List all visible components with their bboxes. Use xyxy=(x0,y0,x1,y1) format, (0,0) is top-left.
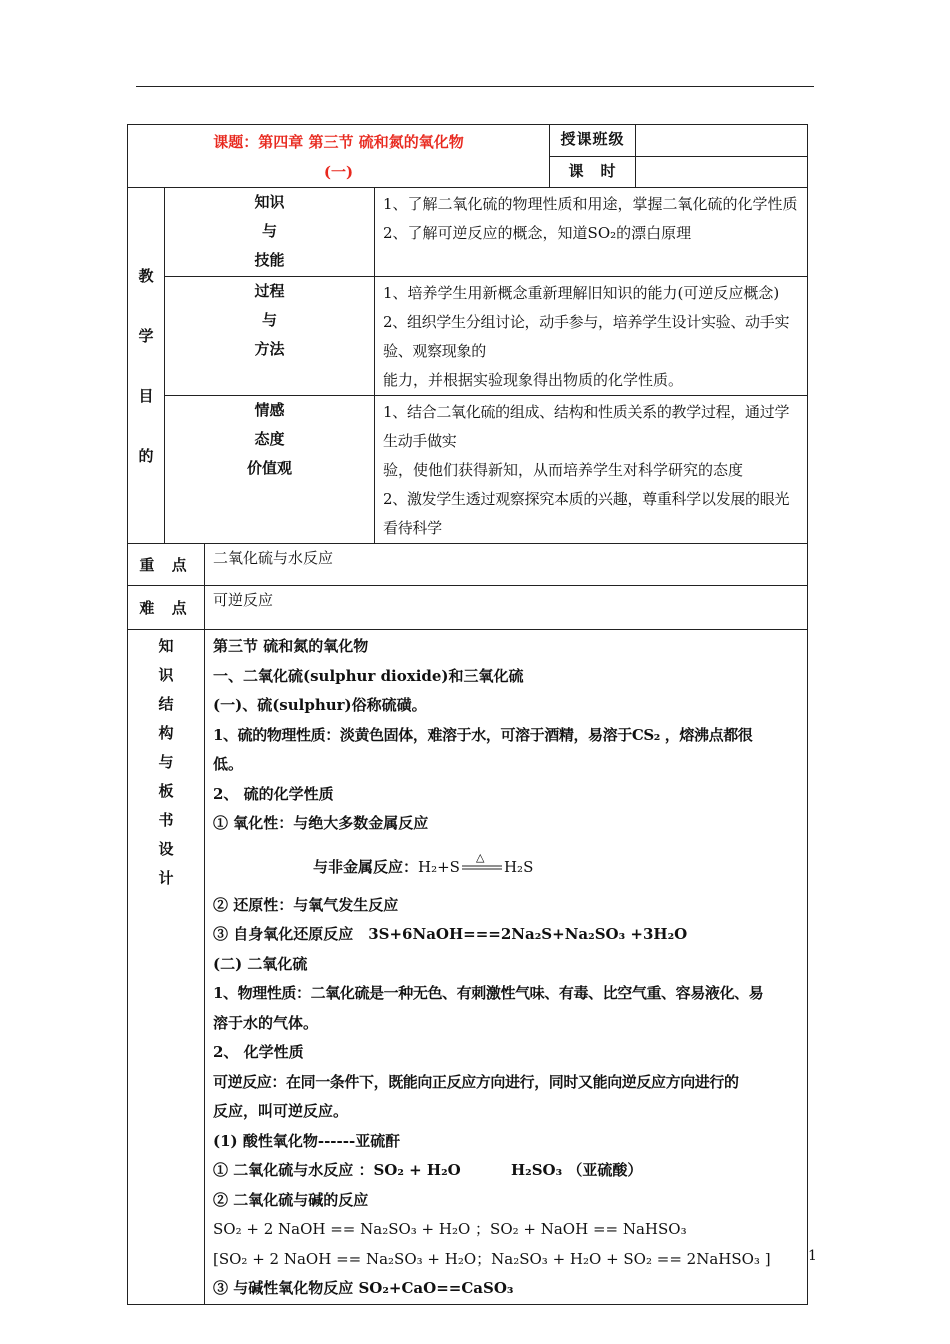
process-line: 2、组织学生分组讨论，动手参与，培养学生设计实验、动手实验、观察现象的 xyxy=(383,313,790,360)
hours-value xyxy=(636,156,808,188)
board-content xyxy=(205,630,808,1305)
board-line: [SO₂ + 2 NaOH == Na₂SO₃ + H₂O；Na₂SO₃ + H₂O + SO₂ == 2NaHSO₃ ] xyxy=(213,1249,771,1268)
process-line: 能力，并根据实验现象得出物质的化学性质。 xyxy=(383,371,684,389)
nonmetal-right: H₂S xyxy=(503,857,534,876)
board-line: 溶于水的气体。 xyxy=(213,1013,319,1032)
board-line: 2、 硫的化学性质 xyxy=(213,784,334,803)
emotion-line: 1、结合二氧化硫的组成、结构和性质关系的教学过程，通过学生动手做实 xyxy=(383,403,790,450)
board-label-char: 计 xyxy=(158,869,174,887)
board-line: SO₂ + 2 NaOH == Na₂SO₃ + H₂O ；SO₂ + NaOH == NaHSO₃ xyxy=(213,1220,687,1238)
board-line: ③ 自身氧化还原反应 3S+6NaOH===2Na₂S+Na₂SO₃ +3H₂O xyxy=(213,925,688,943)
key-point-label: 重 点 xyxy=(128,544,205,586)
title-line-1: 课题：第四章 第三节 硫和氮的氧化物 xyxy=(213,133,464,151)
nonmetal-reaction xyxy=(213,839,799,891)
board-line: ① 二氧化硫与水反应 ：SO₂ + H₂O H₂SO₃ （亚硫酸） xyxy=(213,1161,643,1179)
nonmetal-prefix: 与非金属反应： xyxy=(313,857,419,876)
emotion-label-line: 态度 xyxy=(254,430,285,448)
process-label-line: 方法 xyxy=(254,340,285,358)
knowledge-label-line: 知识 xyxy=(254,193,285,211)
heat-equals-sign xyxy=(460,852,504,874)
hours-label: 课 时 xyxy=(550,156,636,188)
board-line: ① 氧化性：与绝大多数金属反应 xyxy=(213,814,429,832)
process-label-line: 与 xyxy=(261,311,277,329)
board-label-char: 与 xyxy=(158,753,174,771)
process-label-line: 过程 xyxy=(254,282,285,300)
board-line: ③ 与碱性氧化物反应 SO₂+CaO==CaSO₃ xyxy=(213,1279,514,1297)
difficulty-label: 难 点 xyxy=(128,586,205,630)
process-line: 1、培养学生用新概念重新理解旧知识的能力(可逆反应概念) xyxy=(383,284,780,302)
class-value xyxy=(636,125,808,157)
header-rule xyxy=(136,86,814,87)
board-line: 可逆反应：在同一条件下，既能向正反应方向进行，同时又能向逆反应方向进行的 xyxy=(213,1072,739,1091)
emotion-label-line: 情感 xyxy=(254,401,285,419)
board-label-char: 书 xyxy=(158,811,174,829)
emotion-line: 验，使他们获得新知，从而培养学生对科学研究的态度 xyxy=(383,461,744,479)
board-line: 反应，叫可逆反应。 xyxy=(213,1102,349,1120)
board-label-char: 构 xyxy=(158,724,174,742)
objectives-char: 学 xyxy=(138,326,154,345)
emotion-content xyxy=(375,396,808,544)
board-label-char: 知 xyxy=(158,637,174,655)
objectives-label xyxy=(128,188,165,544)
lesson-title xyxy=(128,125,550,188)
objectives-char: 的 xyxy=(138,446,154,465)
knowledge-label-line: 与 xyxy=(261,222,277,240)
knowledge-label-line: 技能 xyxy=(254,251,285,269)
board-line: ② 还原性：与氧气发生反应 xyxy=(213,895,399,914)
objectives-char: 目 xyxy=(138,386,154,405)
board-line: 第三节 硫和氮的氧化物 xyxy=(213,637,369,655)
board-line: (1) 酸性氧化物------亚硫酐 xyxy=(213,1131,401,1150)
board-line: (二) 二氧化硫 xyxy=(213,954,308,973)
board-label-char: 板 xyxy=(158,782,174,800)
heat-condition: △ xyxy=(475,851,485,864)
board-line: ② 二氧化硫与碱的反应 xyxy=(213,1190,369,1209)
board-label-char: 识 xyxy=(158,666,174,684)
nonmetal-left: H₂+S xyxy=(418,857,460,876)
knowledge-content xyxy=(375,188,808,277)
board-line: 一、二氧化硫(sulphur dioxide)和三氧化硫 xyxy=(213,666,524,685)
board-line: (一)、硫(sulphur)俗称硫磺。 xyxy=(213,696,427,714)
process-content xyxy=(375,277,808,396)
board-line: 2、 化学性质 xyxy=(213,1043,304,1061)
emotion-label xyxy=(165,396,375,544)
objectives-char: 教 xyxy=(138,266,154,285)
board-line: 1、物理性质：二氧化硫是一种无色、有刺激性气味、有毒、比空气重、容易液化、易 xyxy=(213,984,764,1002)
difficulty-text: 可逆反应 xyxy=(205,586,808,630)
key-point-text: 二氧化硫与水反应 xyxy=(205,544,808,586)
title-line-2: (一) xyxy=(323,163,354,181)
board-line: 1、硫的物理性质：淡黄色固体，难溶于水，可溶于酒精，易溶于CS₂ ，熔沸点都很 xyxy=(213,725,753,744)
knowledge-label xyxy=(165,188,375,277)
emotion-line: 2、激发学生透过观察探究本质的兴趣，尊重科学以发展的眼光看待科学 xyxy=(383,490,790,537)
knowledge-line: 1、了解二氧化硫的物理性质和用途，掌握二氧化硫的化学性质 xyxy=(383,195,798,213)
board-label-char: 设 xyxy=(158,840,174,858)
board-label xyxy=(128,630,205,1305)
board-line: 低。 xyxy=(213,755,244,773)
board-label-char: 结 xyxy=(158,695,174,713)
lesson-plan-table xyxy=(127,124,808,1305)
page-number: 1 xyxy=(808,1248,817,1264)
emotion-label-line: 价值观 xyxy=(246,459,292,477)
process-label xyxy=(165,277,375,396)
class-label: 授课班级 xyxy=(550,125,636,157)
knowledge-line: 2、了解可逆反应的概念，知道SO₂的漂白原理 xyxy=(383,224,692,242)
